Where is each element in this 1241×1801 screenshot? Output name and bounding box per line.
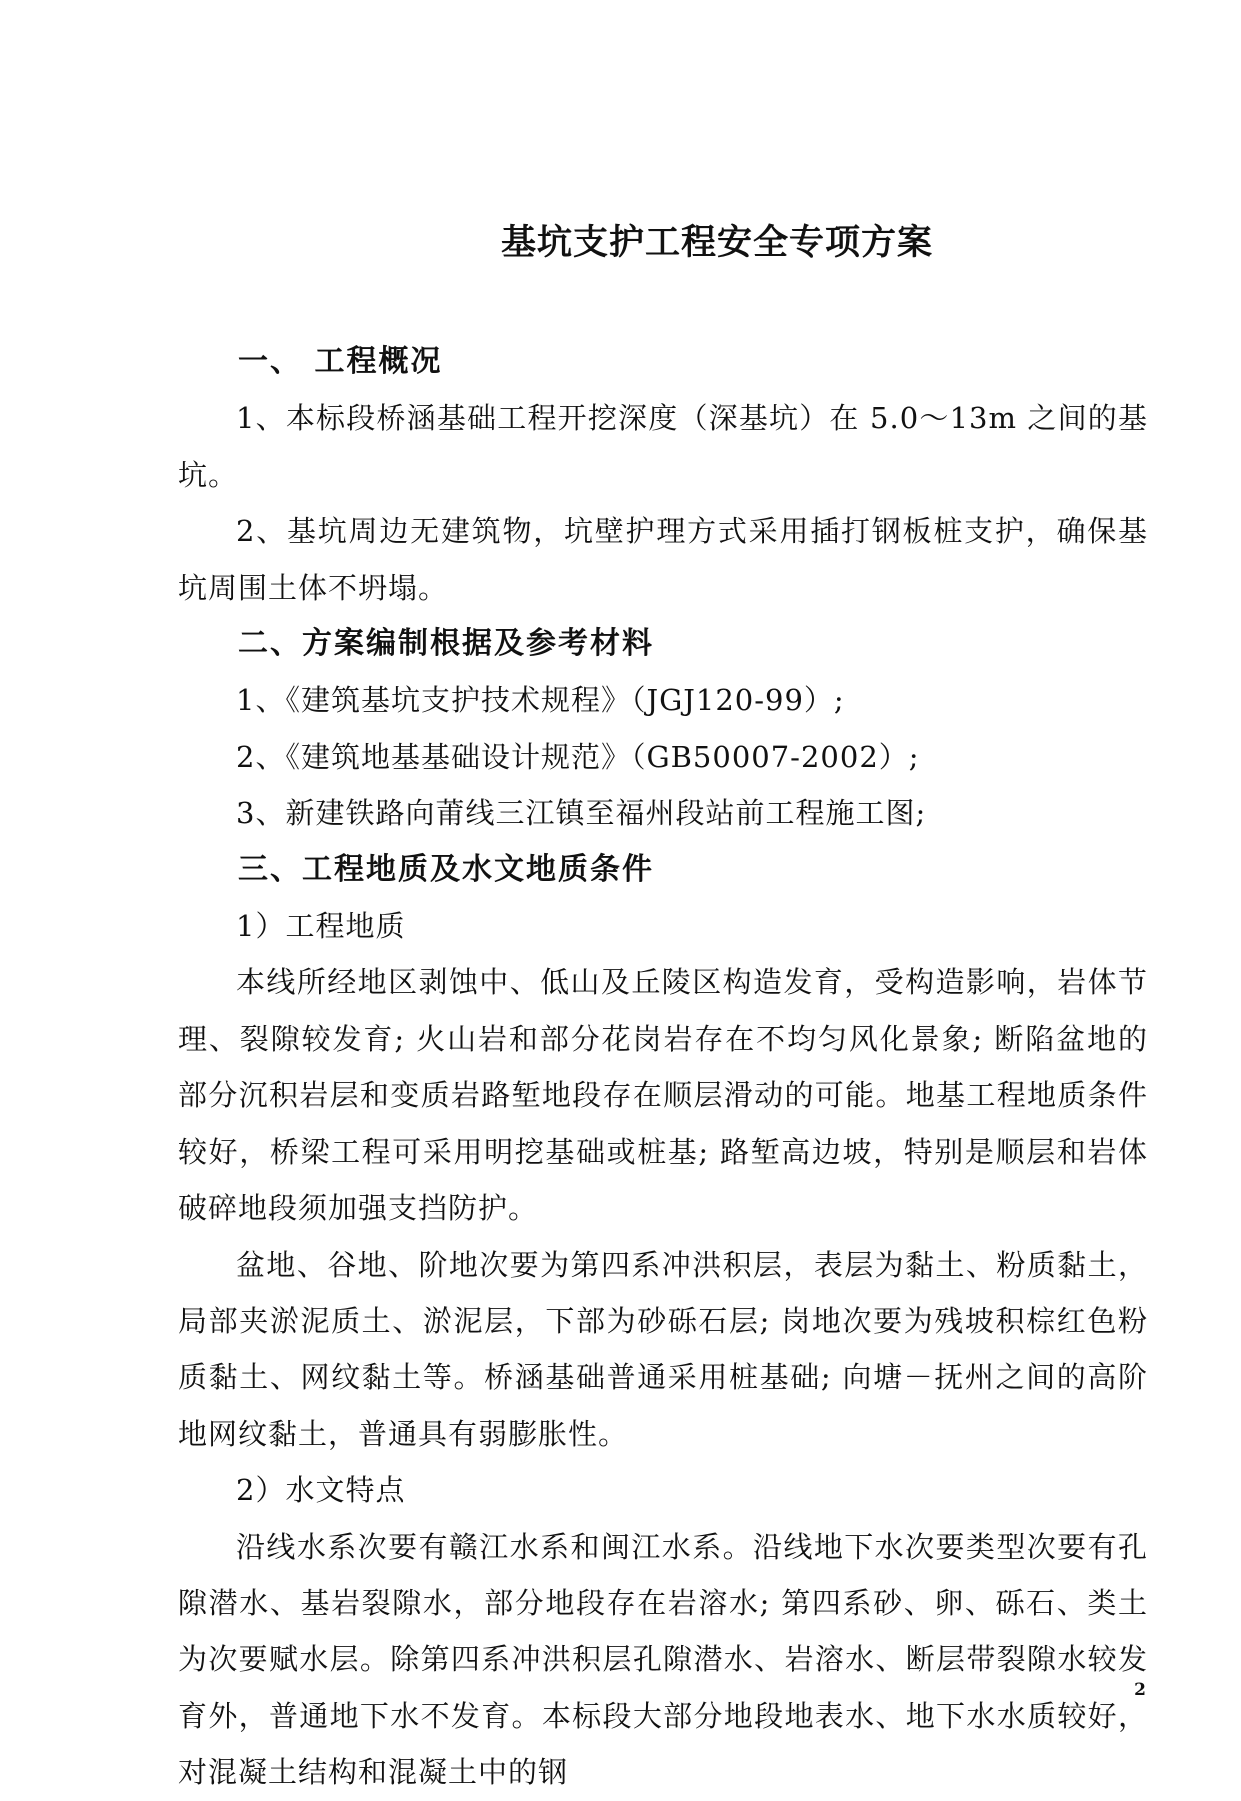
reference-item: 1、《建筑基坑支护技术规程》（JGJ120-99）; [236, 683, 845, 718]
subsection-label: 1）工程地质 [236, 909, 406, 944]
reference-item: 3、新建铁路向莆线三江镇至福州段站前工程施工图; [236, 796, 927, 831]
document-body [178, 334, 1148, 1801]
paragraph: 1、本标段桥涵基础工程开挖深度（深基坑）在 5.0～13m 之间的基坑。 [178, 401, 1148, 492]
paragraph: 2、基坑周边无建筑物，坑壁护理方式采用插打钢板桩支护，确保基坑周围土体不坍塌。 [178, 514, 1148, 605]
reference-item: 2、《建筑地基基础设计规范》（GB50007-2002）; [236, 739, 920, 774]
section-heading-basis: 二、方案编制根据及参考材料 [238, 626, 654, 662]
paragraph: 沿线水系次要有赣江水系和闽江水系。沿线地下水次要类型次要有孔隙潜水、基岩裂隙水，部分地段存在岩溶水; 第四系砂、卵、砾石、类土为次要赋水层。除第四系冲洪积层孔隙潜水、岩溶水、断层带裂隙水较发育外，普通地下水不发育。本标段大部分地段地表水、地下水水质较好，对混凝土结构和混凝土中的钢 [178, 1529, 1148, 1790]
paragraph: 盆地、谷地、阶地次要为第四系冲洪积层，表层为黏土、粉质黏土，局部夹淤泥质土、淤泥层，下部为砂砾石层; 岗地次要为残坡积棕红色粉质黏土、网纹黏土等。桥涵基础普通采用桩基础; 向塘－抚州之间的高阶地网纹黏土，普通具有弱膨胀性。 [178, 1247, 1148, 1451]
subsection-label: 2）水文特点 [236, 1473, 406, 1508]
section-heading-geology: 三、工程地质及水文地质条件 [238, 851, 654, 887]
page-number: 2 [1134, 1680, 1146, 1700]
document-title: 基坑支护工程安全专项方案 [500, 223, 933, 263]
section-heading-overview: 一、 工程概况 [238, 344, 443, 379]
paragraph: 本线所经地区剥蚀中、低山及丘陵区构造发育，受构造影响，岩体节理、裂隙较发育; 火山岩和部分花岗岩存在不均匀风化景象; 断陷盆地的部分沉积岩层和变质岩路堑地段存在顺层滑动的可能。地基工程地质条件较好，桥梁工程可采用明挖基础或桩基; 路堑高边坡，特别是顺层和岩体破碎地段须加强支挡防护。 [178, 965, 1148, 1226]
